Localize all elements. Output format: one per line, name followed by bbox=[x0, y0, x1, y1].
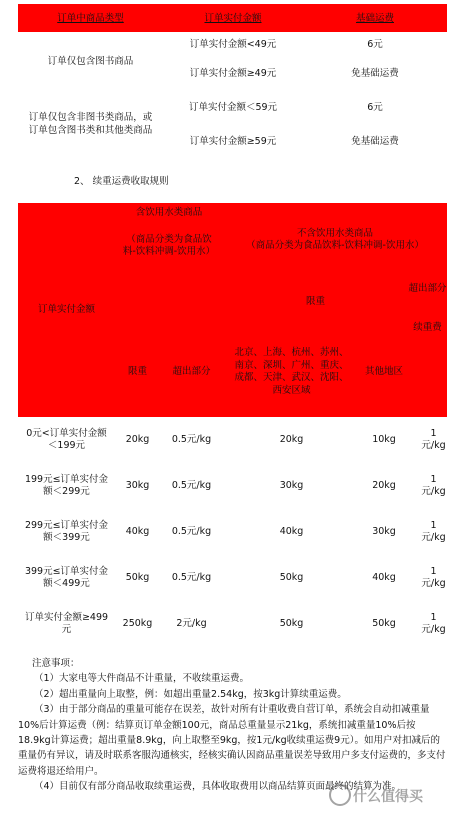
header-row-1 bbox=[18, 203, 447, 277]
freight-cell: 6元 bbox=[367, 101, 383, 113]
table-row bbox=[18, 417, 447, 463]
drink-title: 含饮用水类商品 bbox=[135, 207, 203, 218]
base-freight-table bbox=[18, 4, 447, 158]
freight-cell: 6元 bbox=[367, 38, 383, 50]
table-row bbox=[18, 32, 447, 56]
section-title: 2、 续重运费收取规则 bbox=[74, 176, 169, 187]
limit-cell: 20kg bbox=[125, 433, 150, 445]
amount-cell: 订单实付金额<49元 bbox=[189, 38, 277, 50]
drink-note: （商品分类为食品饮料-饮料冲调-饮用水） bbox=[122, 233, 216, 257]
note-item: （2）超出重量向上取整，例：如超出重量2.54kg，按3kg计算续重运费。 bbox=[34, 688, 347, 700]
header-drink-over: 超出部分 bbox=[160, 327, 223, 417]
amount-cell: 订单实付金额＜59元 bbox=[188, 101, 278, 113]
nondrink-title: 不含饮用水类商品 bbox=[297, 227, 374, 239]
other-cell: 10kg bbox=[372, 433, 396, 445]
other-cell: 30kg bbox=[372, 525, 396, 537]
header-order-amount: 订单实付金额 bbox=[163, 4, 303, 32]
table-row bbox=[18, 90, 447, 124]
fee-cell: 1元/kg bbox=[421, 473, 446, 497]
header-base-freight: 基础运费 bbox=[303, 4, 447, 32]
limit-cell: 30kg bbox=[125, 479, 150, 491]
limit-cell: 50kg bbox=[125, 571, 150, 583]
freight-cell: 免基础运费 bbox=[351, 67, 399, 79]
city-cell: 30kg bbox=[279, 479, 304, 491]
header-cities: 北京、上海、杭州、苏州、南京、深圳、广州、重庆、成都、天津、武汉、沈阳、西安区域 bbox=[223, 327, 360, 417]
over-cell: 0.5元/kg bbox=[171, 571, 212, 583]
product-type-cell: 订单仅包含非图书类商品，或订单包含图书类和其他类商品 bbox=[28, 112, 153, 136]
watermark-text: 什么值得买 bbox=[353, 789, 423, 805]
city-cell: 50kg bbox=[279, 617, 304, 629]
table-row bbox=[18, 555, 447, 601]
over-cell: 2元/kg bbox=[176, 617, 207, 629]
header-non-drinking-water bbox=[223, 203, 447, 277]
renew-fee-label: 续重费 bbox=[413, 321, 442, 333]
fee-cell: 1元/kg bbox=[421, 519, 446, 543]
header-drinking-water bbox=[115, 203, 223, 327]
notes-title: 注意事项： bbox=[32, 658, 80, 669]
header-extra-fee bbox=[408, 277, 447, 417]
limit-cell: 250kg bbox=[122, 617, 153, 629]
header-other-region: 其他地区 bbox=[360, 327, 408, 417]
site-watermark bbox=[329, 770, 439, 816]
excess-label: 超出部分 bbox=[408, 283, 447, 294]
header-drink-limit: 限重 bbox=[115, 327, 160, 417]
other-cell: 50kg bbox=[372, 617, 396, 629]
nondrink-note: （商品分类为食品饮料-饮料冲调-饮用水） bbox=[246, 240, 424, 251]
city-cell: 20kg bbox=[279, 433, 304, 445]
product-type-cell: 订单仅包含图书商品 bbox=[47, 55, 134, 67]
over-cell: 0.5元/kg bbox=[171, 479, 212, 491]
amount-cell: 299元≤订单实付金额＜399元 bbox=[24, 519, 109, 543]
header-product-type: 订单中商品类型 bbox=[18, 4, 163, 32]
city-cell: 50kg bbox=[279, 571, 304, 583]
amount-cell: 199元≤订单实付金额＜299元 bbox=[24, 473, 109, 497]
other-cell: 40kg bbox=[372, 571, 396, 583]
fee-cell: 1元/kg bbox=[421, 565, 446, 589]
note-item: （4）目前仅有部分商品收取续重运费，具体收取费用以商品结算页面最终的结算为准。 bbox=[34, 781, 402, 793]
table-row bbox=[18, 463, 447, 509]
table-row bbox=[18, 509, 447, 555]
amount-cell: 399元≤订单实付金额＜499元 bbox=[24, 565, 109, 589]
other-cell: 20kg bbox=[372, 479, 396, 491]
over-cell: 0.5元/kg bbox=[171, 433, 212, 445]
amount-cell: 订单实付金额≥59元 bbox=[189, 135, 277, 147]
note-item: （1）大家电等大件商品不计重量，不收续重运费。 bbox=[34, 673, 250, 685]
limit-cell: 40kg bbox=[125, 525, 150, 537]
amount-cell: 订单实付金额≥499元 bbox=[24, 611, 109, 635]
fee-cell: 1元/kg bbox=[421, 427, 446, 451]
watermark-logo-icon bbox=[329, 784, 351, 806]
over-cell: 0.5元/kg bbox=[171, 525, 212, 537]
city-cell: 40kg bbox=[279, 525, 304, 537]
header-order-amount: 订单实付金额 bbox=[18, 203, 115, 417]
header-limit: 限重 bbox=[223, 277, 408, 327]
extra-weight-freight-table bbox=[18, 203, 447, 647]
amount-cell: 0元<订单实付金额＜199元 bbox=[26, 427, 107, 451]
amount-cell: 订单实付金额≥49元 bbox=[189, 67, 277, 79]
fee-cell: 1元/kg bbox=[421, 611, 446, 635]
table-row bbox=[18, 601, 447, 647]
freight-cell: 免基础运费 bbox=[351, 135, 399, 147]
note-item: （3）由于部分商品的重量可能存在误差，故针对所有计重收费自营订单，系统会自动扣减重量10%后计算运费（例：结算页订单金额100元，商品总重量显示21kg，系统扣减重量10%后按18.9kg计算运费；超出重量8.9kg，向上取整至9kg，按1元/kg收续重运费9元）。如用户对扣减后的重量仍有异议，请及时联系客服沟通核实，经核实确认因商品重量误差导致用户多支付运费的，多支付运费将退还给用户。 bbox=[18, 704, 446, 777]
base-freight-header-row bbox=[18, 4, 447, 32]
